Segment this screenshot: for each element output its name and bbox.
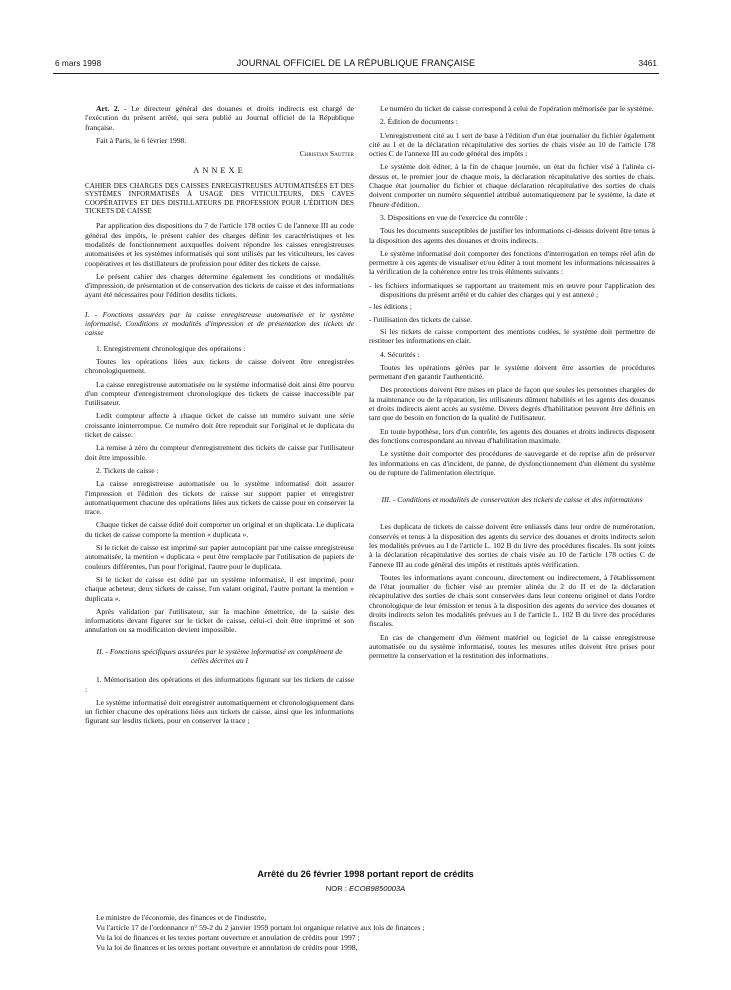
paragraph: L'enregistrement cité au 1 sert de base à l'édition d'un état journalier du fichier également cité au 1 et de la déclaration récapitulative des sorties de chais visée au 10 de l'article 178 octies C de l'annexe III au code général des impôts ; — [369, 130, 655, 159]
paragraph: Par application des dispositions du 7 de l'article 178 octies C de l'annexe III au code général des impôts, le présent cahier des charges définit les caractéristiques et les modalités de fonctionnement auxquelles doivent répondre les caisses enregistreuses automatisées et les systèmes informatisés qui sont utilisés par les viticulteurs, les caves coopératives et les distillateurs de profession pour éditer des tickets de caisse. — [85, 221, 354, 268]
paragraph: Toutes les opérations liées aux tickets de caisse doivent être enregistrées chronologiquement. — [85, 356, 354, 376]
decree-line: Vu la loi de finances et les textes portant ouverture et annulation de crédits pour 1997 ; — [96, 933, 360, 942]
paragraph: Le système informatisé doit comporter des fonctions d'interrogation en temps réel afin de permettre à ces agents de visualiser et/ou éditer à tout moment les informations nécessaires à la vérification de la cohérence entre les trois éléments suivants : — [369, 248, 655, 277]
nor-code: ECOB9850003A — [349, 884, 406, 893]
subsection-heading: 1. Mémorisation des opérations et des informations figurant sur les tickets de caisse : — [85, 675, 354, 694]
paragraph: Des protections doivent être mises en place de façon que seules les personnes chargées de la maintenance ou de la réparation, les utilisateurs dûment habilités et les agents des douanes et droits indirects aient accès au système. Divers degrés d'habilitation peuvent être définis en tant que de besoin en fonction de la qualité de l'utilisateur. — [369, 385, 655, 423]
paragraph: Le présent cahier des charges détermine également les conditions et modalités d'impression, de présentation et de conservation des tickets de caisse et des informations ayant été nécessaires pour l'édition desdits tickets. — [85, 271, 354, 300]
decree-line: Vu la loi de finances et les textes portant ouverture et annulation de crédits pour 1998, — [96, 943, 358, 952]
decree-body — [85, 913, 655, 953]
paragraph: Ledit compteur affecte à chaque ticket de caisse un numéro suivant une série croissante ininterrompue. Ce numéro doit être reproduit sur l'original et le duplicata du ticket de caisse. — [85, 411, 354, 440]
decree-title: Arrêté du 26 février 1998 portant report de crédits — [257, 869, 474, 879]
header-date: 6 mars 1998 — [55, 58, 102, 68]
paragraph: En cas de changement d'un élément matériel ou logiciel de la caisse enregistreuse automatisée ou du système informatisé, toutes les mesures utiles doivent être prises pour permettre la conservation et la restitution des informations. — [369, 632, 655, 661]
subsection-heading: 2. Édition de documents : — [380, 117, 458, 127]
paragraph: Le système informatisé doit enregistrer automatiquement et chronologiquement dans un fichier chacune des opérations liées aux tickets de caisse, ainsi que les informations figurant sur lesdits tickets, pour en conserver la trace ; — [85, 697, 354, 726]
decree-line: Vu l'article 17 de l'ordonnance n° 59-2 du 2 janvier 1959 portant loi organique relative aux lois de finances ; — [96, 923, 425, 932]
decree-line: Le ministre de l'économie, des finances et de l'industrie, — [96, 913, 267, 922]
article-2 — [85, 104, 354, 132]
subsection-heading: 4. Sécurités : — [380, 349, 420, 359]
paragraph: Toutes les informations ayant concouru, directement ou indirectement, à l'établissement de l'état journalier du fichier visé au premier alinéa du 2 du II et de la déclaration récapitulative des sorties de chais sont conservées dans leur contenu originel et dans l'ordre chronologique de leur émission et tenus à la disposition des agents du service des douanes et droits indirects selon les modalités prévues au I de l'article L. 102 B du livre des procédures fiscales. — [369, 572, 655, 629]
subsection-heading: 3. Dispositions en vue de l'exercice du contrôle : — [380, 212, 528, 222]
paragraph: La remise à zéro du compteur d'enregistrement des tickets de caisse par l'utilisateur doit être impossible. — [85, 443, 354, 462]
paragraph: Chaque ticket de caisse édité doit comporter un original et un duplicata. Le duplicata du ticket de caisse comporte la mention « duplicata ». — [85, 520, 354, 539]
done-at-paris: Fait à Paris, le 6 février 1998. — [96, 135, 187, 145]
paragraph: Si les tickets de caisse comportent des mentions codées, le système doit permettre de restituer les informations en clair. — [369, 326, 655, 346]
paragraph: Si le ticket de caisse est imprimé sur papier autocopiant par une caisse enregistreuse automatisée, la mention « duplicata » peut être remplacée par l'utilisation de papiers de couleurs différentes, l'un pour l'original, l'autre pour le duplicata. — [85, 543, 354, 571]
subsection-heading: 1. Enregistrement chronologique des opérations : — [96, 343, 246, 353]
nor-label: NOR : — [325, 884, 347, 893]
annexe-title: CAHIER DES CHARGES DES CAISSES ENREGISTREUSES AUTOMATISÉES ET DES SYSTÈMES INFORMATISÉS À USAGE DES VITICULTEURS, DES CAVES COOPÉRATIVES ET DES DISTILLATEURS DE PROFESSION POUR L'ÉDITION DES TICKETS DE CAISSE — [85, 181, 354, 215]
paragraph: Si le ticket de caisse est édité par un système informatisé, il est imprimé, pour chaque acheteur, deux tickets de caisse, l'un valant original, l'autre portant la mention « duplicata ». — [85, 574, 354, 603]
decree-section — [0, 869, 731, 893]
paragraph: La caisse enregistreuse automatisée ou le système informatisé doit ainsi être pourvu d'un compteur d'enregistrement chronologique des tickets de caisse inaccessible par l'utilisateur. — [85, 379, 354, 408]
section-2-title: II. - Fonctions spécifiques assurées par le système informatisé en complément de celles décrites au I — [96, 646, 343, 665]
paragraph: Toutes les opérations gérées par le système doivent être assorties de procédures permettant d'en garantir l'authenticité. — [369, 362, 655, 382]
annexe-heading: ANNEXE — [193, 166, 246, 176]
left-column — [85, 104, 354, 730]
list-item: - les éditions ; — [369, 302, 412, 312]
paragraph: Les duplicata de tickets de caisse doivent être enliassés dans leur ordre de numérotation, conservés et tenus à la disposition des agents du service des douanes et droits indirects selon les modalités prévues au I de l'article L. 102 B du livre des procédures fiscales. Ils sont joints à la déclaration récapitulative des sorties de chais visée au 10 de l'article 178 octies C de l'annexe III au code général des impôts et restitués après vérification. — [369, 522, 655, 569]
section-3-title: III. - Conditions et modalités de conservation des tickets de caisse et des informations — [381, 495, 643, 505]
paragraph: Le système doit comporter des procédures de sauvegarde et de reprise afin de préserver les informations en cas d'incident, de panne, de dysfonctionnement d'un élément du système ou de rupture de l'alimentation électrique. — [369, 449, 655, 477]
article-2-text: Le directeur général des douanes et droits indirects est chargé de l'exécution du présent arrêté, qui sera publié au Journal officiel de la République française. — [85, 104, 354, 132]
paragraph: En toute hypothèse, lors d'un contrôle, les agents des douanes et droits indirects disposent des fonctions correspondant au niveau d'habilitation maximale. — [369, 426, 655, 445]
paragraph: Le numéro du ticket de caisse correspond à celui de l'opération mémorisée par le système. — [380, 104, 654, 113]
right-column — [369, 104, 655, 665]
signature: Christian Sautter — [299, 149, 354, 159]
header-journal-title: JOURNAL OFFICIEL DE LA RÉPUBLIQUE FRANÇAISE — [236, 58, 476, 68]
header-rule — [53, 73, 659, 74]
paragraph: La caisse enregistreuse automatisée ou le système informatisé doit assurer l'impression et l'édition des tickets de caisse sur support papier et enregistrer automatiquement chacune des opérations liées aux tickets de caisse pour en conserver la trace. — [85, 479, 354, 517]
header-page-number: 3461 — [638, 58, 657, 68]
paragraph: Après validation par l'utilisateur, sur la machine émettrice, de la saisie des informations devant figurer sur le ticket de caisse, celui-ci doit être imprimé et son annulation ou sa modification devient impossible. — [85, 606, 354, 635]
list-item: - les fichiers informatiques se rapportant au traitement mis en œuvre pour l'application des dispositions du présent arrêté et du cahier des charges qui y est annexé ; — [369, 280, 655, 300]
article-2-label: Art. 2. - — [96, 104, 127, 113]
page-header — [55, 58, 657, 70]
paragraph: Le système doit éditer, à la fin de chaque journée, un état du fichier visé à l'alinéa ci-dessus et, le premier jour de chaque mois, la déclaration récapitulative des sorties de chais. Chaque état journalier du fichier et chaque déclaration récapitulative des sorties de chais doivent comporter un numéro séquentiel attribué automatiquement par le système, la date et l'heure d'édition. — [369, 162, 655, 209]
nor-reference — [0, 884, 731, 893]
paragraph: Tous les documents susceptibles de justifier les informations ci-dessus doivent être tenus à la disposition des agents des douanes et droits indirects. — [369, 226, 655, 245]
list-item: - l'utilisation des tickets de caisse. — [369, 314, 473, 324]
subsection-heading: 2. Tickets de caisse : — [96, 465, 159, 475]
section-1-title: I. - Fonctions assurées par la caisse enregistreuse automatisée et le système informatisé. Conditions et modalités d'impression et de présentation des tickets de caisse — [85, 309, 354, 338]
